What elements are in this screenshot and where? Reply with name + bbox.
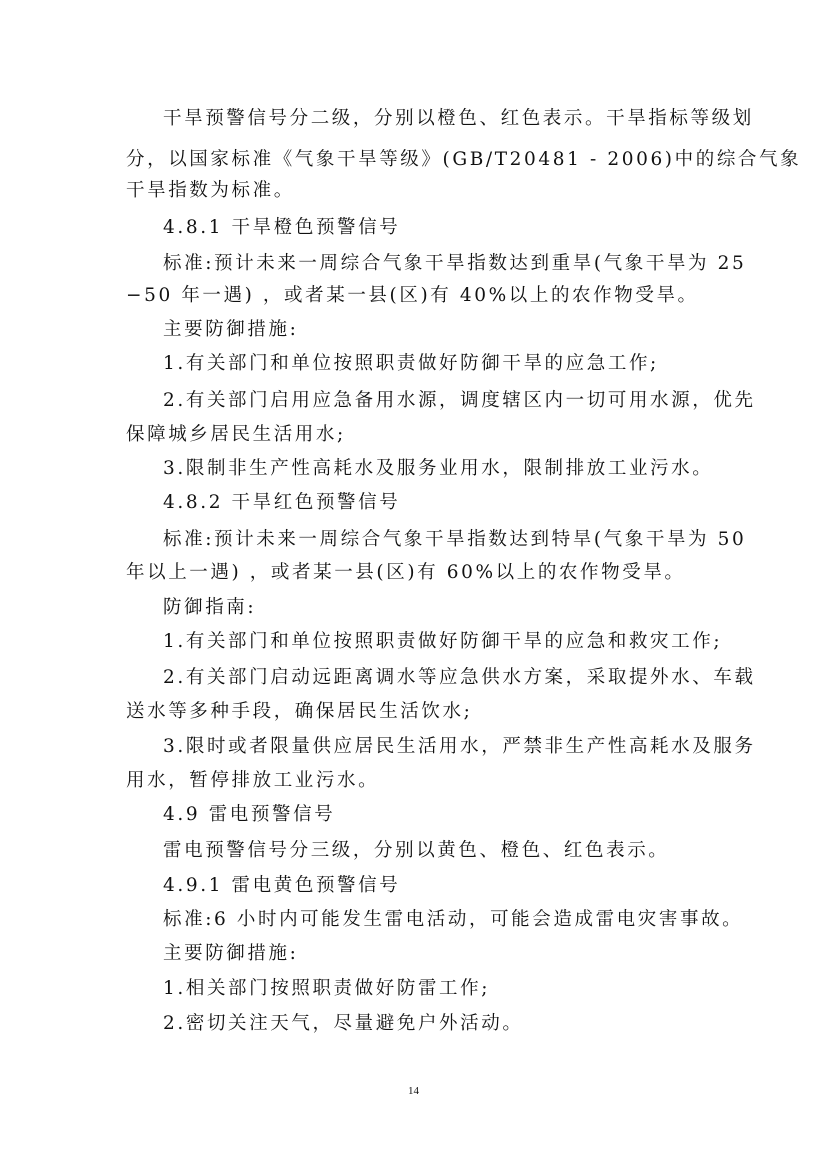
measure-item-2-line-2: 保障城乡居民生活用水; [126, 424, 346, 445]
heading-4-9: 4.9 雷电预警信号 [163, 804, 336, 825]
measures-heading: 主要防御措施: [163, 319, 299, 340]
paragraph-drought-intro-line-3: 干旱指数为标准。 [126, 180, 295, 201]
measure-item-2-line-1: 2.有关部门启用应急备用水源，调度辖区内一切可用水源，优先 [163, 390, 756, 411]
lightning-measure-item-1: 1.相关部门按照职责做好防雷工作; [163, 978, 491, 999]
standard-yellow: 标准:6 小时内可能发生雷电活动，可能会造成雷电灾害事故。 [163, 909, 744, 930]
paragraph-drought-intro-line-2: 分，以国家标准《气象干旱等级》(GB/T20481 - 2006)中的综合气象 [126, 149, 802, 170]
lightning-measures-heading: 主要防御措施: [163, 943, 299, 964]
paragraph-drought-intro-line-1: 干旱预警信号分二级，分别以橙色、红色表示。干旱指标等级划 [163, 108, 754, 129]
guide-item-3-line-1: 3.限时或者限量供应居民生活用水，严禁非生产性高耗水及服务 [163, 736, 756, 757]
lightning-measure-item-2: 2.密切关注天气，尽量避免户外活动。 [163, 1013, 524, 1034]
heading-4-9-1: 4.9.1 雷电黄色预警信号 [163, 875, 401, 896]
standard-red-line-1: 标准:预计未来一周综合气象干旱指数达到特旱(气象干旱为 50 [163, 529, 747, 550]
guide-item-2-line-2: 送水等多种手段，确保居民生活饮水; [126, 701, 473, 722]
standard-orange-line-1: 标准:预计未来一周综合气象干旱指数达到重旱(气象干旱为 25 [163, 253, 747, 274]
guide-item-1: 1.有关部门和单位按照职责做好防御干旱的应急和救灾工作; [163, 631, 723, 652]
guide-heading: 防御指南: [163, 597, 257, 618]
lightning-intro: 雷电预警信号分三级，分别以黄色、橙色、红色表示。 [163, 840, 670, 861]
guide-item-3-line-2: 用水，暂停排放工业污水。 [126, 770, 380, 791]
heading-4-8-1: 4.8.1 干旱橙色预警信号 [163, 217, 401, 238]
standard-red-line-2: 年以上一遇) ，或者某一县(区)有 60%以上的农作物受旱。 [126, 562, 686, 583]
standard-orange-line-2: −50 年一遇) ，或者某一县(区)有 40%以上的农作物受旱。 [126, 285, 699, 306]
page-number: 14 [408, 1085, 419, 1097]
measure-item-1: 1.有关部门和单位按照职责做好防御干旱的应急工作; [163, 353, 659, 374]
measure-item-3: 3.限制非生产性高耗水及服务业用水，限制排放工业污水。 [163, 458, 714, 479]
guide-item-2-line-1: 2.有关部门启动远距离调水等应急供水方案，采取提外水、车载 [163, 667, 756, 688]
heading-4-8-2: 4.8.2 干旱红色预警信号 [163, 492, 401, 513]
